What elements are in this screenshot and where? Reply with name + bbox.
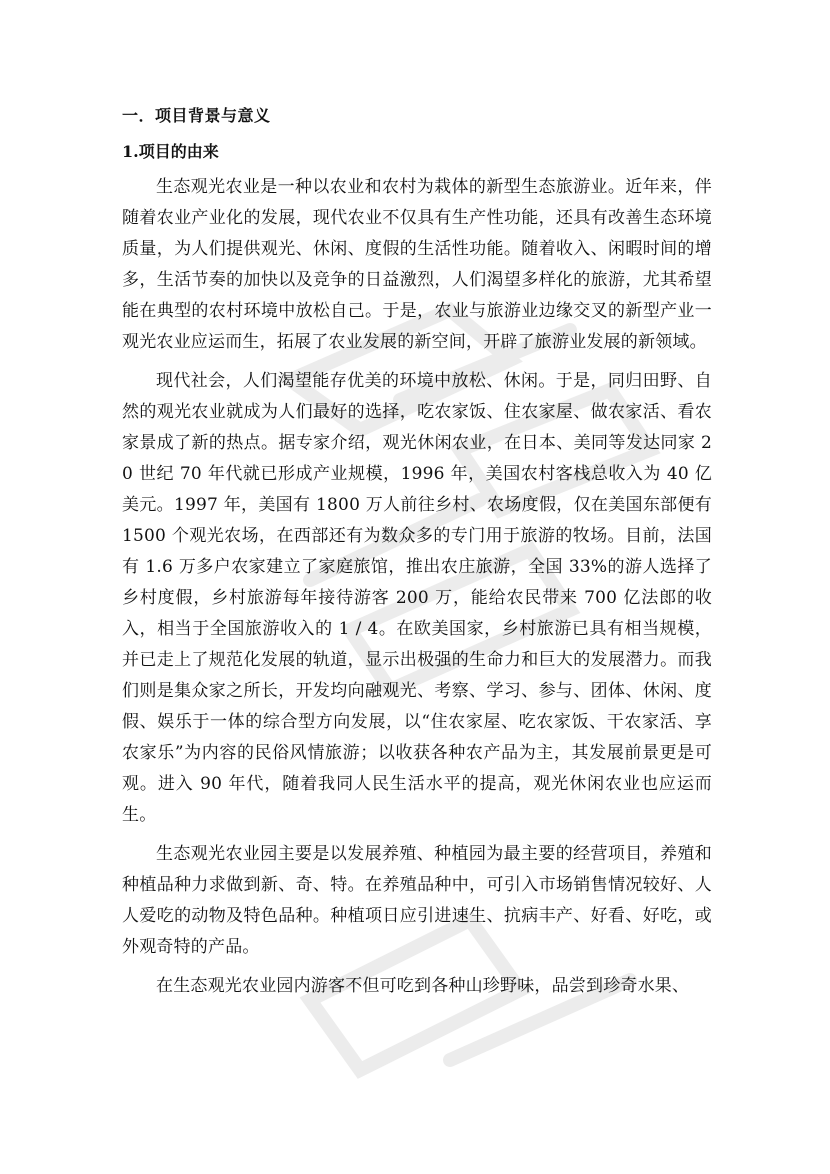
- paragraph-4: 在生态观光农业园内游客不但可吃到各种山珍野味，品尝到珍奇水果、: [156, 976, 690, 996]
- document-body: [122, 98, 712, 1010]
- paragraph-2: 现代社会，人们渴望能存优美的环境中放松、休闲。于是，同归田野、自然的观光农业就成为人们最好的选择，吃农家饭、住农家屋、做农家活、看农家景成了新的热点。据专家介绍，观光休闲农业，在日本、美同等发达同家 20 世纪 70 年代就已形成产业规模，1996 年，美国农村客栈总收入为 40 亿美元。1997 年，美国有 1800 万人前往乡村、农场度假，仅在美国东部便有 1500 个观光农场，在西部还有为数众多的专门用于旅游的牧场。目前，法国有 1.6 万多户农家建立了家庭旅馆，推出农庄旅游，全国 33%的游人选择了乡村度假，乡村旅游每年接待游客 200 万，能给农民带来 700 亿法郎的收入，相当于全国旅游收入的 1 / 4。在欧美国家，乡村旅游已具有相当规模，并已走上了规范化发展的轨道，显示出极强的生命力和巨大的发展潜力。而我们则是集众家之所长，开发均向融观光、考察、学习、参与、团体、休闲、度假、娱乐于一体的综合型方向发展，以“住农家屋、吃农家饭、干农家活、享农家乐”为内容的民俗风情旅游；以收获各种农产品为主，其发展前景更是可观。进入 90 年代，随着我同人民生活水平的提高，观光休闲农业也应运而生。: [122, 371, 712, 825]
- paragraph-1: 生态观光农业是一种以农业和农村为栽体的新型生态旅游业。近年来，伴随着农业产业化的发展，现代农业不仅具有生产性功能，还具有改善生态环境质量，为人们提供观光、休闲、度假的生活性功能。随着收入、闲暇时间的增多，生活节奏的加快以及竞争的日益激烈，人们渴望多样化的旅游，尤其希望能在典型的农村环境中放松自己。于是，农业与旅游业边缘交叉的新型产业一观光农业应运而生，拓展了农业发展的新空间，开辟了旅游业发展的新领域。: [122, 177, 712, 352]
- subsection-heading: 1.项目的由来: [122, 142, 219, 161]
- paragraph-3: 生态观光农业园主要是以发展养殖、种植园为最主要的经营项目，养殖和种植品种力求做到新、奇、特。在养殖品种中，可引入市场销售情况较好、人人爱吃的动物及特色品种。种植项日应引进速生、抗病丰产、好看、好吃，或外观奇特的产品。: [122, 844, 712, 957]
- section-heading: 一．项目背景与意义: [122, 106, 271, 125]
